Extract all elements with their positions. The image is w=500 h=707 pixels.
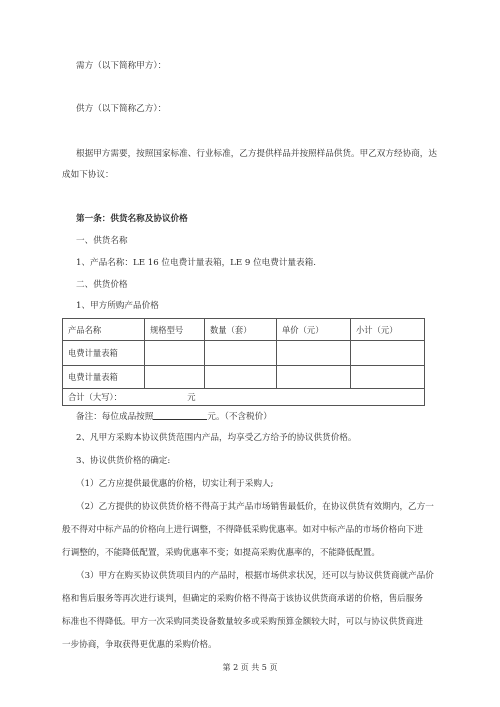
- sub2-line-3: 行调整的，不能降低配置，采购优惠率不变；如提高采购优惠率的，不能降低配置。: [62, 548, 380, 558]
- total-unit: 元: [187, 392, 196, 402]
- page-number: 第 2 页 共 5 页: [222, 663, 278, 672]
- sub2-line-2: 般不得对中标产品的价格向上进行调整，不得降低采购优惠率。如对中标产品的市场价格向下进: [62, 525, 423, 535]
- table-row: [63, 366, 425, 389]
- cell-product-name: 电费计量表箱: [63, 366, 145, 389]
- section1-item: 1、产品名称：LE 16 位电费计量表箱，LE 9 位电费计量表箱.: [76, 258, 316, 268]
- sub2-line-1: （2）乙方提供的协议供货价格不得高于其产品市场销售最低价，在协议供货有效期内，乙方一: [76, 502, 434, 512]
- sub3-line-2: 格和售后服务等再次进行谈判，但确定的采购价格不得高于该协议供货商承诺的价格，售后服务: [62, 594, 423, 604]
- cell-quantity: [205, 341, 277, 366]
- sub3-line-3: 标准也不得降低。甲方一次采购同类设备数量较多或采购预算金额较大时，可以与协议供货商进: [62, 617, 423, 627]
- price-blank: [153, 410, 207, 420]
- item3: 3、协议供货价格的确定:: [76, 456, 171, 466]
- article1-heading: 第一条：供货名称及协议价格: [76, 214, 188, 224]
- cell-unit-price: [277, 341, 351, 366]
- cell-spec-model: [145, 341, 205, 366]
- buyer-line: 需方（以下简称甲方）：: [76, 61, 167, 71]
- cell-quantity: [205, 366, 277, 389]
- remark-line: [76, 410, 272, 423]
- total-label: 合计（大写）：: [68, 392, 122, 402]
- table-total-row: [63, 389, 425, 406]
- header-product-name: 产品名称: [63, 319, 145, 341]
- header-spec-model: 规格型号: [145, 319, 205, 341]
- header-unit-price: 单价（元）: [277, 319, 351, 341]
- item2: 2、凡甲方采购本协议供货范围内产品，均享受乙方给予的协议供货价格。: [76, 433, 357, 443]
- remark-prefix: 备注：每位成品按照: [76, 412, 154, 422]
- cell-unit-price: [277, 366, 351, 389]
- remark-suffix: 元。（不含税价）: [207, 412, 272, 422]
- price-table: [62, 318, 425, 406]
- table-header-row: [63, 319, 425, 341]
- sub1: （1）乙方应提供最优惠的价格，切实让利于采购人;: [76, 479, 274, 489]
- sub3-line-4: 一步协商，争取获得更优惠的采购价格。: [62, 640, 217, 650]
- section2-title: 二、供货价格: [76, 280, 128, 290]
- table-row: [63, 341, 425, 366]
- section1-title: 一、供货名称: [76, 236, 128, 246]
- header-quantity: 数量（套）: [205, 319, 277, 341]
- header-subtotal: 小计（元）: [351, 319, 425, 341]
- intro-line-2: 成如下协议：: [62, 170, 114, 180]
- cell-subtotal: [351, 341, 425, 366]
- cell-product-name: 电费计量表箱: [63, 341, 145, 366]
- section2-item: 1、甲方所购产品价格: [76, 301, 159, 311]
- cell-spec-model: [145, 366, 205, 389]
- cell-subtotal: [351, 366, 425, 389]
- total-cell: [63, 389, 425, 406]
- intro-line-1: 根据甲方需要，按照国家标准、行业标准，乙方提供样品并按照样品供货。甲乙双方经协商，达: [76, 149, 437, 159]
- seller-line: 供方（以下简称乙方）：: [76, 104, 167, 114]
- sub3-line-1: （3）甲方在购买协议供货项目内的产品时，根据市场供求状况，还可以与协议供货商就产品价: [76, 571, 434, 581]
